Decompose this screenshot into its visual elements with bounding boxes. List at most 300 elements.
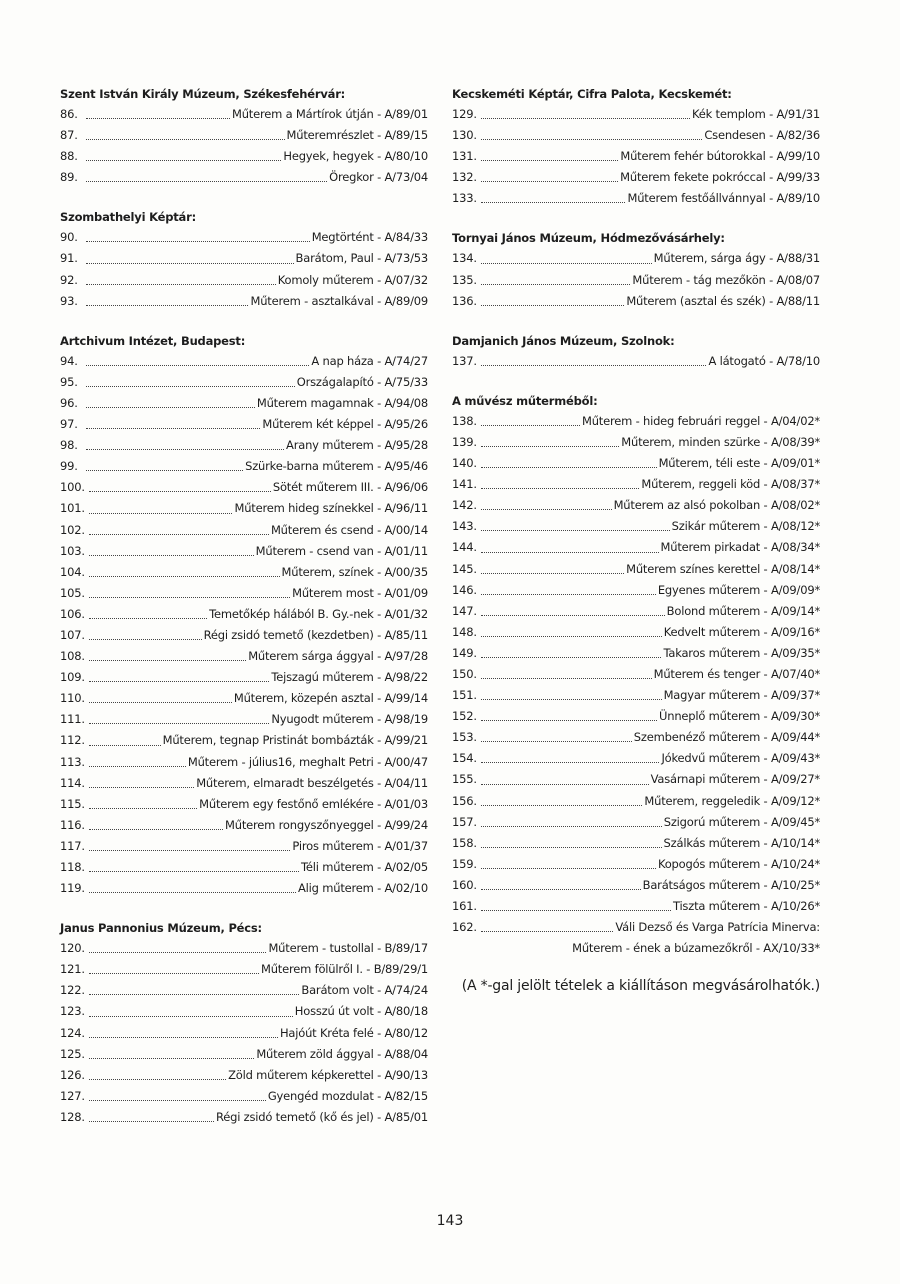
dot-leader (89, 1016, 293, 1017)
dot-leader (89, 787, 194, 788)
catalog-entry (60, 562, 428, 583)
entry-title: Műterem az alsó pokolban - A/08/02* (613, 498, 820, 513)
dot-leader (89, 808, 197, 809)
museum-section (60, 207, 428, 311)
catalog-entry (60, 730, 428, 751)
entry-title: Műterem, téli este - A/09/01* (658, 456, 820, 471)
entry-title: Temetőkép hálából B. Gy.-nek - A/01/32 (209, 606, 428, 621)
page-number: 143 (436, 1213, 464, 1229)
dot-leader (89, 850, 291, 851)
entry-title: Piros műterem - A/01/37 (292, 838, 428, 853)
entry-title: Nyugodt műterem - A/98/19 (271, 712, 428, 727)
catalog-entry (60, 583, 428, 604)
dot-leader (89, 745, 161, 746)
entry-title: A látogató - A/78/10 (708, 353, 820, 368)
dot-leader (86, 449, 284, 450)
entry-number: 130. (452, 128, 477, 143)
entry-title: Barátom volt - A/74/24 (301, 983, 428, 998)
dot-leader (89, 576, 280, 577)
entry-number: 145. (452, 561, 477, 576)
catalog-entry (452, 622, 820, 643)
catalog-entry (452, 727, 820, 748)
catalog-entry (60, 1107, 428, 1128)
entry-title: Műterem, tegnap Pristinát bombázták - A/99/21 (162, 733, 428, 748)
entry-title: Téli műterem - A/02/05 (301, 860, 428, 874)
catalog-entry (452, 270, 820, 291)
catalog-entry (452, 706, 820, 727)
catalog-entry (60, 836, 428, 857)
entry-number: 100. (60, 480, 85, 495)
entry-title: Műterem fehér bútorokkal - A/99/10 (620, 149, 820, 164)
dot-leader (89, 618, 207, 619)
entry-title: Műterem és tenger - A/07/40* (653, 666, 820, 681)
dot-leader (86, 118, 230, 119)
entry-number: 149. (452, 645, 477, 660)
catalog-entry (60, 435, 428, 456)
entry-title: Kopogós műterem - A/10/24* (657, 856, 820, 871)
entry-number: 117. (60, 838, 85, 853)
dot-leader (481, 488, 640, 489)
entry-number: 150. (452, 666, 477, 681)
dot-leader (481, 365, 707, 366)
entry-title: Szigorú műterem - A/09/45* (663, 814, 820, 829)
dot-leader (89, 702, 232, 703)
entry-number: 87. (60, 128, 78, 143)
entry-title: Műterem - asztalkával - A/89/09 (250, 293, 428, 308)
dot-leader (481, 615, 665, 616)
catalog-entry (60, 393, 428, 414)
catalog-entry (452, 875, 820, 896)
dot-leader (481, 509, 612, 510)
entry-number: 124. (60, 1025, 85, 1040)
catalog-entry (60, 815, 428, 836)
entry-number: 92. (60, 272, 78, 287)
entry-title: Műterem, reggeli köd - A/08/37* (641, 477, 820, 492)
dot-leader (481, 889, 641, 890)
entry-title: Hegyek, hegyek - A/80/10 (283, 149, 428, 164)
entry-number: 141. (452, 477, 477, 492)
catalog-entry (60, 146, 428, 167)
dot-leader (89, 994, 300, 995)
catalog-entry (60, 773, 428, 794)
entry-title: Műterem fölülről I. - B/89/29/1 (261, 962, 428, 977)
entry-number: 94. (60, 353, 78, 368)
dot-leader (89, 681, 270, 682)
entry-title: Takaros műterem - A/09/35* (663, 645, 820, 660)
entry-title: Műterem fekete pokróccal - A/99/33 (620, 170, 820, 185)
dot-leader (86, 305, 248, 306)
entry-continuation: Műterem - ének a búzamezőkről - AX/10/33* (572, 941, 820, 956)
left-column (60, 84, 428, 1147)
entry-title: Műterem (asztal és szék) - A/88/11 (626, 293, 820, 308)
entry-title: Műterem, reggeledik - A/09/12* (644, 793, 820, 808)
entry-title: Vasárnapi műterem - A/09/27* (650, 772, 820, 787)
catalog-entry (60, 1001, 428, 1022)
dot-leader (481, 636, 662, 637)
entry-number: 134. (452, 251, 477, 266)
entry-number: 119. (60, 881, 85, 896)
catalog-entry (60, 125, 428, 146)
dot-leader (89, 1100, 266, 1101)
catalog-entry (452, 167, 820, 188)
catalog-entry (60, 794, 428, 815)
catalog-entry (60, 1086, 428, 1107)
entry-title: Sötét műterem III. - A/96/06 (272, 480, 428, 495)
museum-section (452, 391, 820, 959)
dot-leader (481, 305, 625, 306)
entry-number: 151. (452, 688, 477, 703)
entry-title: Műterem hideg színekkel - A/96/11 (234, 501, 428, 516)
catalog-entry (60, 646, 428, 667)
catalog-entry (452, 917, 820, 938)
entry-number: 88. (60, 149, 78, 164)
section-heading: Tornyai János Múzeum, Hódmezővásárhely: (452, 231, 725, 246)
dot-leader (89, 723, 270, 724)
catalog-entry (60, 857, 428, 878)
catalog-entry (60, 938, 428, 959)
entry-title: Szálkás műterem - A/10/14* (663, 835, 820, 850)
entry-title: Jókedvű műterem - A/09/43* (661, 751, 820, 766)
catalog-entry (452, 474, 820, 495)
catalog-entry (452, 833, 820, 854)
catalog-entry (452, 104, 820, 125)
dot-leader (481, 139, 703, 140)
entry-title: Műterem egy festőnő emlékére - A/01/03 (199, 796, 428, 811)
dot-leader (89, 597, 290, 598)
entry-title: Műterem rongyszőnyeggel - A/99/24 (225, 817, 428, 832)
entry-title: Műterem, színek - A/00/35 (281, 564, 428, 579)
entry-number: 131. (452, 149, 477, 164)
dot-leader (481, 160, 619, 161)
entry-title: Műterem most - A/01/09 (292, 585, 428, 600)
entry-number: 156. (452, 793, 477, 808)
catalog-entry (60, 477, 428, 498)
catalog-entry (452, 791, 820, 812)
entry-number: 104. (60, 564, 85, 579)
catalog-entry (60, 709, 428, 730)
entry-title: Műterem két képpel - A/95/26 (262, 417, 428, 432)
dot-leader (481, 826, 662, 827)
entry-title: Csendesen - A/82/36 (704, 128, 820, 143)
entry-title: Régi zsidó temető (kő és jel) - A/85/01 (215, 1109, 428, 1124)
section-heading: Damjanich János Múzeum, Szolnok: (452, 333, 675, 348)
entry-number: 108. (60, 649, 85, 664)
entry-number: 161. (452, 899, 477, 913)
catalog-entry (452, 896, 820, 917)
entry-title: Műterem pirkadat - A/08/34* (660, 540, 820, 555)
catalog-entry (452, 580, 820, 601)
entry-number: 126. (60, 1067, 85, 1082)
dot-leader (481, 784, 649, 785)
dot-leader (481, 118, 690, 119)
entry-number: 90. (60, 230, 78, 245)
section-heading: Szombathelyi Képtár: (60, 210, 196, 225)
catalog-entry (60, 959, 428, 980)
dot-leader (89, 555, 254, 556)
entry-title: Alig műterem - A/02/10 (298, 881, 428, 896)
dot-leader (86, 284, 276, 285)
dot-leader (89, 491, 271, 492)
entry-title: A nap háza - A/74/27 (311, 353, 428, 368)
catalog-entry (452, 453, 820, 474)
dot-leader (89, 892, 296, 893)
entry-number: 97. (60, 417, 78, 432)
dot-leader (481, 678, 652, 679)
museum-section (452, 331, 820, 372)
entry-number: 132. (452, 170, 477, 185)
entry-title: Kedvelt műterem - A/09/16* (663, 624, 820, 639)
catalog-entry (60, 291, 428, 312)
catalog-entry (452, 643, 820, 664)
entry-number: 95. (60, 374, 78, 389)
entry-number: 142. (452, 498, 477, 513)
entry-number: 129. (452, 107, 477, 121)
entry-title: Barátom, Paul - A/73/53 (295, 251, 428, 266)
right-column (452, 84, 820, 994)
entry-title: Régi zsidó temető (kezdetben) - A/85/11 (203, 627, 428, 642)
entry-title: Komoly műterem - A/07/32 (277, 272, 428, 287)
section-heading: Janus Pannonius Múzeum, Pécs: (60, 921, 262, 936)
entry-title: Gyengéd mozdulat - A/82/15 (267, 1088, 428, 1103)
catalog-entry (452, 411, 820, 432)
catalog-entry (452, 559, 820, 580)
dot-leader (89, 973, 259, 974)
entry-title: Műterem, közepén asztal - A/99/14 (233, 691, 428, 706)
catalog-entry (452, 248, 820, 269)
entry-number: 140. (452, 456, 477, 471)
dot-leader (86, 365, 309, 366)
entry-title: Műterem festőállvánnyal - A/89/10 (627, 191, 820, 206)
entry-number: 139. (452, 434, 477, 449)
entry-number: 157. (452, 814, 477, 829)
catalog-entry (60, 456, 428, 477)
entry-number: 93. (60, 293, 78, 308)
entry-title: Műterem - tág mezőkön - A/08/07 (632, 272, 820, 287)
dot-leader (86, 470, 243, 471)
catalog-entry (60, 520, 428, 541)
entry-number: 135. (452, 272, 477, 287)
dot-leader (481, 467, 657, 468)
catalog-entry (60, 604, 428, 625)
dot-leader (86, 407, 255, 408)
catalog-entry (452, 812, 820, 833)
entry-number: 158. (452, 835, 477, 850)
entry-title: Műterem magamnak - A/94/08 (256, 395, 428, 410)
catalog-entry (452, 432, 820, 453)
entry-title: Műterem, sárga ágy - A/88/31 (653, 251, 820, 266)
dot-leader (481, 931, 614, 932)
entry-number: 101. (60, 501, 85, 516)
entry-title: Hajóút Kréta felé - A/80/12 (279, 1025, 428, 1040)
catalog-entry (60, 414, 428, 435)
entry-number: 115. (60, 796, 85, 811)
entry-title: Zöld műterem képkerettel - A/90/13 (228, 1067, 428, 1082)
entry-number: 155. (452, 772, 477, 787)
entry-number: 147. (452, 603, 477, 618)
entry-number: 162. (452, 920, 477, 935)
entry-number: 105. (60, 585, 85, 600)
catalog-entry (60, 167, 428, 188)
dot-leader (481, 741, 632, 742)
entry-number: 91. (60, 251, 78, 266)
catalog-entry (60, 498, 428, 519)
museum-section (452, 84, 820, 209)
catalog-entry (60, 248, 428, 269)
entry-title: Öregkor - A/73/04 (329, 170, 428, 185)
entry-number: 133. (452, 191, 477, 206)
entry-title: Műterem, minden szürke - A/08/39* (621, 434, 820, 449)
entry-number: 107. (60, 627, 85, 642)
entry-number: 110. (60, 691, 85, 706)
entry-number: 152. (452, 709, 477, 724)
section-heading: A művész műterméből: (452, 393, 598, 408)
entry-number: 160. (452, 877, 477, 892)
entry-number: 86. (60, 107, 78, 121)
entry-title: Szürke-barna műterem - A/95/46 (245, 459, 428, 474)
entry-title: Kék templom - A/91/31 (691, 107, 820, 121)
dot-leader (481, 425, 580, 426)
entry-title: Arany műterem - A/95/28 (286, 438, 428, 453)
section-heading: Szent István Király Múzeum, Székesfehérvár: (60, 87, 346, 101)
entry-title: Szembenéző műterem - A/09/44* (633, 730, 820, 745)
dot-leader (481, 552, 659, 553)
entry-title: Barátságos műterem - A/10/25* (642, 877, 820, 892)
dot-leader (481, 594, 656, 595)
catalog-entry (452, 748, 820, 769)
catalog-entry (60, 1065, 428, 1086)
catalog-entry (60, 1044, 428, 1065)
dot-leader (86, 139, 285, 140)
entry-number: 102. (60, 522, 85, 537)
dot-leader (481, 762, 660, 763)
catalog-entry (452, 516, 820, 537)
museum-section (60, 84, 428, 188)
entry-title: Műterem zöld ággyal - A/88/04 (256, 1046, 428, 1061)
dot-leader (89, 513, 233, 514)
entry-number: 138. (452, 413, 477, 428)
entry-number: 116. (60, 817, 85, 832)
entry-title: Műterem - tustollal - B/89/17 (268, 941, 428, 956)
dot-leader (481, 699, 662, 700)
entry-title: Műteremrészlet - A/89/15 (286, 128, 428, 143)
section-heading: Artchivum Intézet, Budapest: (60, 333, 246, 348)
dot-leader (89, 660, 246, 661)
museum-section (452, 228, 820, 311)
entry-number: 146. (452, 582, 477, 597)
catalog-entry (452, 685, 820, 706)
catalog-entry (452, 146, 820, 167)
dot-leader (86, 386, 295, 387)
catalog-entry (60, 667, 428, 688)
catalog-entry (452, 769, 820, 790)
entry-title: Megtörtént - A/84/33 (311, 230, 428, 245)
entry-number: 89. (60, 170, 78, 185)
entry-title: Műterem sárga ággyal - A/97/28 (248, 649, 428, 664)
entry-title: Műterem, elmaradt beszélgetés - A/04/11 (196, 775, 428, 790)
entry-number: 143. (452, 519, 477, 534)
entry-title: Hosszú út volt - A/80/18 (294, 1004, 428, 1019)
catalog-entry (452, 854, 820, 875)
dot-leader (89, 871, 299, 872)
museum-section (60, 918, 428, 1128)
entry-title: Műterem - csend van - A/01/11 (255, 543, 428, 558)
purchase-note: (A *-gal jelölt tételek a kiállításon megvásárolhatók.) (461, 978, 820, 995)
entry-title: Tiszta műterem - A/10/26* (672, 899, 820, 913)
entry-number: 106. (60, 606, 85, 621)
catalog-entry (60, 878, 428, 899)
entry-title: Tejszagú műterem - A/98/22 (271, 670, 428, 685)
dot-leader (481, 805, 643, 806)
entry-title: Egyenes műterem - A/09/09* (657, 582, 820, 597)
entry-title: Műterem színes kerettel - A/08/14* (626, 561, 820, 576)
catalog-entry (60, 625, 428, 646)
entry-title: Ünneplő műterem - A/09/30* (659, 709, 820, 724)
dot-leader (481, 181, 618, 182)
entry-number: 98. (60, 438, 78, 453)
entry-number: 112. (60, 733, 85, 748)
entry-title: Szikár műterem - A/08/12* (671, 519, 820, 534)
museum-section (60, 331, 428, 899)
dot-leader (481, 720, 657, 721)
dot-leader (86, 428, 260, 429)
entry-number: 123. (60, 1004, 85, 1019)
dot-leader (481, 868, 656, 869)
entry-number: 99. (60, 459, 78, 474)
catalog-entry (60, 270, 428, 291)
dot-leader (481, 530, 670, 531)
catalog-entry (60, 688, 428, 709)
entry-number: 109. (60, 670, 85, 685)
dot-leader (481, 284, 631, 285)
entry-number: 120. (60, 941, 85, 956)
dot-leader (86, 263, 294, 264)
entry-number: 103. (60, 543, 85, 558)
entry-number: 125. (60, 1046, 85, 1061)
entry-number: 114. (60, 775, 85, 790)
entry-title: Műterem és csend - A/00/14 (270, 522, 428, 537)
dot-leader (86, 160, 281, 161)
catalog-entry (60, 104, 428, 125)
entry-number: 148. (452, 624, 477, 639)
entry-number: 111. (60, 712, 85, 727)
entry-title: Műterem - július16, meghalt Petri - A/00/47 (187, 754, 428, 769)
section-heading: Kecskeméti Képtár, Cifra Palota, Kecskemét: (452, 87, 732, 101)
dot-leader (86, 241, 310, 242)
entry-number: 96. (60, 395, 78, 410)
catalog-entry (60, 372, 428, 393)
entry-number: 118. (60, 860, 85, 874)
dot-leader (89, 952, 267, 953)
dot-leader (89, 639, 202, 640)
dot-leader (481, 910, 671, 911)
entry-number: 137. (452, 353, 477, 368)
entry-number: 128. (60, 1109, 85, 1124)
catalog-entry (60, 541, 428, 562)
entry-title: Bolond műterem - A/09/14* (666, 603, 820, 618)
entry-number: 127. (60, 1088, 85, 1103)
entry-number: 122. (60, 983, 85, 998)
dot-leader (481, 657, 662, 658)
catalog-entry (452, 188, 820, 209)
entry-number: 154. (452, 751, 477, 766)
dot-leader (89, 1121, 214, 1122)
dot-leader (89, 534, 269, 535)
entry-number: 153. (452, 730, 477, 745)
entry-number: 136. (452, 293, 477, 308)
entry-number: 144. (452, 540, 477, 555)
catalog-entry (60, 1023, 428, 1044)
dot-leader (481, 202, 626, 203)
